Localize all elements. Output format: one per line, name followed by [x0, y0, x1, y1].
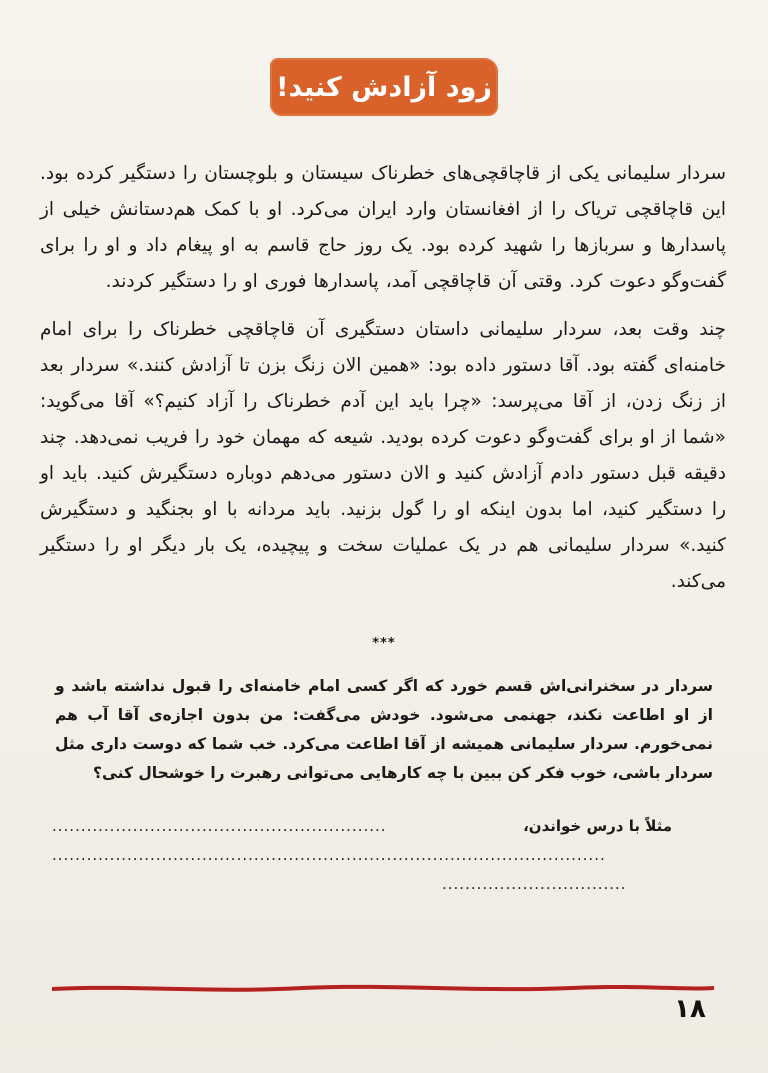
answer-prefix: مثلاً با درس خواندن،: [523, 817, 672, 835]
answer-line-3: [52, 870, 672, 899]
decorative-rule: [52, 980, 714, 994]
answer-area: [52, 812, 672, 899]
story-text: [40, 156, 726, 600]
answer-dots-3: ................................: [442, 875, 627, 893]
answer-dots-2: ................................................................................................: [52, 846, 606, 864]
question-block: [55, 672, 713, 788]
section-separator: ***: [372, 636, 396, 651]
answer-dots-1: ..........................................................: [52, 817, 387, 835]
paragraph-2: چند وقت بعد، سردار سلیمانی داستان دستگیری آن قاچاقچی خطرناک را برای امام خامنه‌ای گفته بود. آقا دستور داده بود: «همین الان زنگ بزن تا آزادش کنند.» سردار بعد از زنگ زدن، از آقا می‌پرسد: «چرا باید این آدم خطرناک را آزاد کنیم؟» آقا می‌گوید: «شما از او برای گفت‌وگو دعوت کرده بودید. شیعه که مهمان خود را فریب نمی‌دهد. چند دقیقه قبل دستور دادم آزادش کنید و الان دستور می‌دهم دوباره دستگیرش کنید. باید او را دستگیر کنید، اما بدون اینکه او را گول بزنید. باید مردانه با او بجنگید و دستگیرش کنید.» سردار سلیمانی هم در یک عملیات سخت و پیچیده، یک بار دیگر او را دستگیر می‌کند.: [40, 319, 726, 592]
question-text: سردار در سخنرانی‌اش قسم خورد که اگر کسی امام خامنه‌ای را قبول نداشته باشد و از او اطاعت نکند، جهنمی می‌شود. خودش می‌گفت: من بدون اجازه‌ی آقا آب هم نمی‌خورم. سردار سلیمانی همیشه از آقا اطاعت می‌کرد. خب شما که دوست داری مثل سردار باشی، خوب فکر کن ببین با چه کارهایی می‌توانی رهبرت را خوشحال کنی؟: [55, 677, 713, 782]
answer-line-2: [52, 841, 672, 870]
title-badge: [270, 58, 498, 116]
paragraph-1: سردار سلیمانی یکی از قاچاقچی‌های خطرناک سیستان و بلوچستان را دستگیر کرده بود. این قاچاقچی تریاک را از افغانستان وارد ایران می‌کرد. او با کمک هم‌دستانش خیلی از پاسدارها و سربازها را شهید کرده بود. یک روز حاج قاسم به او پیغام داد و او را برای گفت‌وگو دعوت کرد. وقتی آن قاچاقچی آمد، پاسدارها فوری او را دستگیر کردند.: [40, 163, 726, 292]
answer-line-1: [52, 812, 672, 841]
page-title: زود آزادش کنید!: [276, 71, 492, 103]
page-number: ۱۸: [674, 994, 706, 1024]
